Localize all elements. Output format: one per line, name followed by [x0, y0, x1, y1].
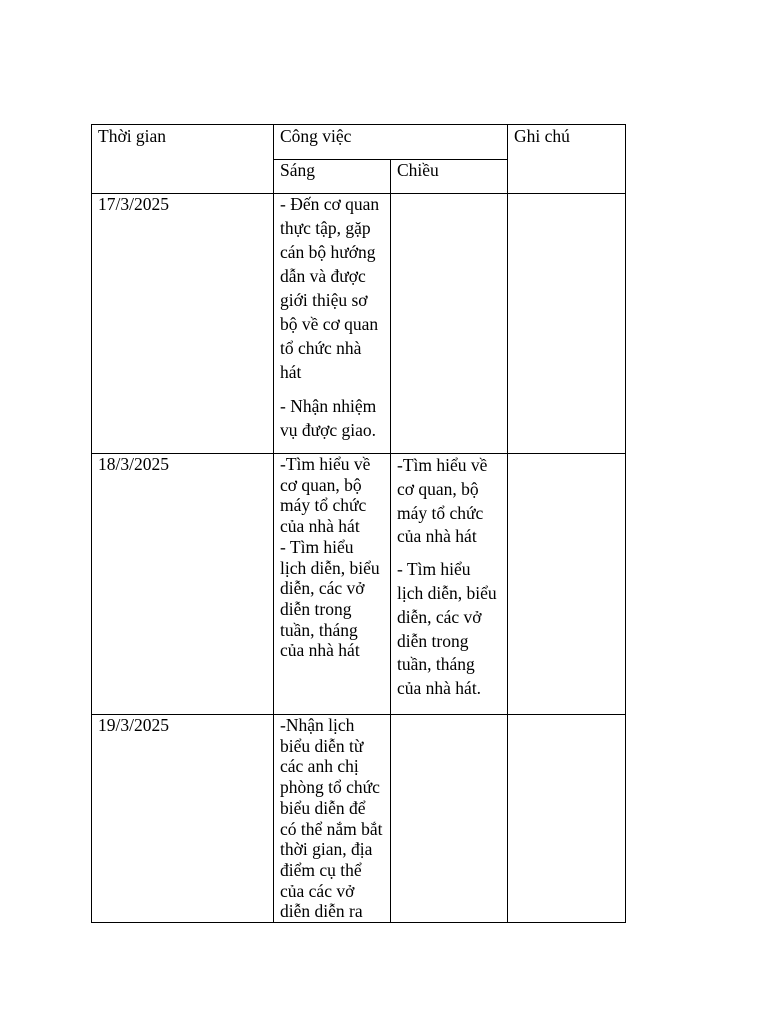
header-afternoon-label: Chiều — [397, 160, 439, 180]
afternoon-cell — [391, 715, 507, 922]
afternoon-task: -Tìm hiểu về cơ quan, bộ máy tổ chức của nhà hát — [397, 455, 488, 547]
header-notes-label: Ghi chú — [514, 126, 570, 146]
morning-task: -Nhận lịch biểu diễn từ các anh chị phòng tổ chức biểu diễn để có thể nắm bắt thời gian, địa điểm cụ thể của các vở diễn diễn ra — [280, 715, 383, 922]
date-label: 18/3/2025 — [98, 454, 169, 474]
afternoon-task: - Tìm hiểu lịch diễn, biểu diễn, các vở diễn trong tuần, tháng của nhà hát. — [397, 559, 497, 699]
header-work-cell — [274, 125, 507, 159]
afternoon-cell — [391, 194, 507, 453]
morning-task: - Đến cơ quan thực tập, gặp cán bộ hướng dẫn và được giới thiệu sơ bộ về cơ quan tổ chức nhà hát — [280, 194, 380, 382]
header-afternoon-cell — [391, 160, 507, 193]
date-cell — [92, 715, 273, 922]
date-label: 19/3/2025 — [98, 715, 169, 735]
notes-cell — [508, 194, 625, 453]
morning-cell — [274, 454, 390, 714]
header-time-label: Thời gian — [98, 126, 167, 146]
header-morning-label: Sáng — [280, 160, 315, 180]
notes-cell — [508, 715, 625, 922]
header-work-label: Công việc — [280, 126, 352, 146]
schedule-table — [91, 124, 626, 923]
header-morning-cell — [274, 160, 390, 193]
header-time-cell — [92, 125, 273, 193]
notes-cell — [508, 454, 625, 714]
morning-task: -Tìm hiểu về cơ quan, bộ máy tổ chức của nhà hát — [280, 454, 371, 537]
morning-task: - Tìm hiểu lịch diễn, biểu diễn, các vở diễn trong tuần, tháng của nhà hát — [280, 536, 380, 661]
date-cell — [92, 194, 273, 453]
morning-task: - Nhận nhiệm vụ được giao. — [280, 396, 377, 440]
afternoon-cell — [391, 454, 507, 714]
morning-cell — [274, 194, 390, 453]
header-notes-cell — [508, 125, 625, 193]
morning-cell — [274, 715, 390, 922]
date-label: 17/3/2025 — [98, 194, 169, 214]
date-cell — [92, 454, 273, 714]
